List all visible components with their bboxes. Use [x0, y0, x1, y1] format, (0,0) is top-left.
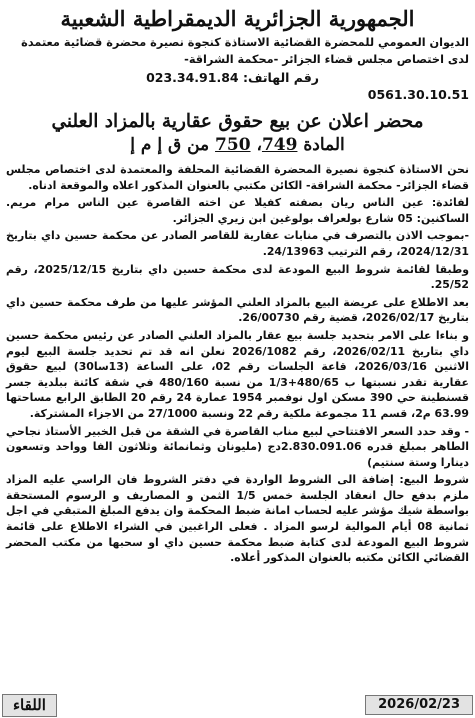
republic-heading: الجمهورية الجزائرية الديمقراطية الشعبية	[60, 6, 415, 31]
phone-number-2: 0561.30.10.51	[367, 87, 469, 102]
phone-number-1: 023.34.91.84	[146, 70, 239, 85]
announcement-title: محضر اعلان عن بيع حقوق عقارية بالمزاد العلني	[51, 111, 424, 132]
publication-date: 2026/02/23	[365, 695, 473, 715]
hearing-details: و بناءا على الامر بتحديد جلسة بيع عقار بالمزاد العلني الصادر عن رئيس محكمة حسين داي بتاريخ 2026/02/11، رقم 2026/1082 نعلن انه قد تم تحديد جلسة البيع ليوم الاثنين 2026/03/16، قاعة الجلسات رقم 02، على الساعة (13سا30) لبيع حقوق عقارية تقدر نسبتها ب 480/65+1/3 من نسبة 480/160 في شقة كائنة ببلدية جسر قسنطينة حي 390 مسكن اول نوفمبر 1954 عمارة 24 رقم 20 الطابق الرابع مساحتها 63.99 م2، قسم 11 مجموعة ملكية رقم 22 ونسبة 27/1000 من الاجزاء المشتركة.	[6, 328, 470, 420]
phone-line-1	[6, 69, 469, 86]
page-footer	[0, 692, 475, 718]
articles-suffix: من ق إ م إ	[130, 135, 210, 155]
bailiff-office: الديوان العمومي للمحضرة القضائية الاستاذة كنجوة نصيرة محضرة قضائية معتمدة لدى اختصاص مجلس قضاء الجزائر -محكمة الشراقة-	[21, 36, 469, 66]
court-authorization: -بموجب الاذن بالتصرف في منابات عقارية للقاصر الصادر عن محكمة حسين داي بتاريخ 2024/12/31، رقم الترتيب 24/13963.	[6, 229, 469, 258]
articles-prefix: المادة	[303, 135, 345, 155]
petition-reference: بعد الاطلاع على عريضة البيع بالمزاد العلني المؤشر عليها من طرف محكمة حسين داي بتاريخ 2026/02/17، قضية رقم 26/00730.	[6, 295, 469, 325]
article-750: 750	[215, 135, 251, 155]
phone-label: رقم الهاتف:	[242, 70, 319, 85]
phone-line-2	[6, 86, 469, 103]
opening-price: - وقد حدد السعر الافتتاحي لبيع مناب القاصرة في الشقة من قبل الخبير الأستاذ نجاحي الطاهر بمبلغ قدره 2.830.091.06دج (مليونان وثمانمائة وثلاثون الفا وواحد وتسعون دينارا وستة سنتيم)	[6, 424, 469, 469]
sale-conditions-deposit: وطبقا لقائمة شروط البيع المودعة لدى محكمة حسين داي بتاريخ 2025/12/15، رقم 25/52.	[6, 262, 469, 292]
article-749: 749	[261, 135, 298, 155]
bailiff-statement: نحن الاستاذة كنجوة نصيرة المحضرة القضائية المحلفة والمعتمدة لدى اختصاص مجلس قضاء الجزائر- محكمة الشراقة- الكائن مكتبي بالعنوان المذكور اعلاه والموقعة ادناه.	[6, 163, 469, 192]
legal-articles: المادة 749، 750 من ق إ م إ	[130, 135, 345, 155]
beneficiary-paragraph: لفائدة: عين الناس ريان بصفته كفيلا عن اخته القاصرة عين الناس مرام مريم. الساكنين: 05 شارع بولعراف بولوغين ابن زيري الجزائر.	[6, 196, 469, 225]
sale-terms: شروط البيع: إضافة الى الشروط الواردة في دفتر الشروط فان الراسي عليه المزاد ملزم بدفع حال انعقاد الجلسة خمس 1/5 الثمن و المصاريف و الرسوم المستحقة بواسطة شيك مؤشر عليه لحساب امانة ضبط المحكمة وان يدفع المبلغ المتبقي في اجل ثمانية 08 أيام الموالية لرسو المزاد . فعلى الراغبين في الشراء الاطلاع على قائمة شروط البيع المودعة لدى كتابة ضبط محكمة حسين داي او سحبها من مكتب المحضر القضائي الكائن مكتبه بالعنوان المذكور أعلاه.	[6, 473, 469, 565]
newspaper-name: اللقاء	[2, 694, 57, 717]
